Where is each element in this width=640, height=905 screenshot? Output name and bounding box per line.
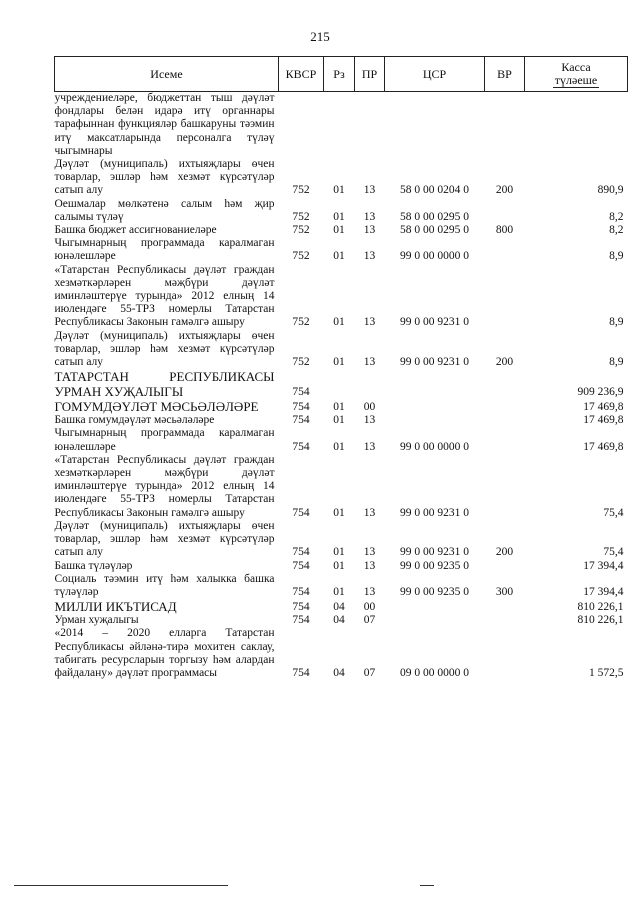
row-rz: 01 [333,184,345,197]
table-body [55,92,628,681]
row-name: Дәүләт (муниципаль) ихтыяҗлары өчен товарлар, эшләр һәм хезмәт күрсәтүләр сатып алу [54,519,275,559]
row-rz: 04 [333,614,345,627]
row-vr: 200 [495,184,514,197]
row-pr: 07 [363,614,376,627]
row-kvsr: 752 [292,316,310,329]
table-row [55,224,628,237]
row-rz: 04 [333,666,345,679]
row-amount: 8,2 [609,210,624,223]
row-pr: 13 [363,546,376,559]
row-name: Урман хуҗалыгы [54,614,139,627]
header-pr: ПР [355,57,385,92]
row-rz: 01 [333,316,345,329]
row-csr: 99 0 00 9231 0 [400,356,469,369]
row-kvsr: 754 [292,585,310,598]
row-pr [355,92,385,159]
table-row [55,627,628,680]
row-pr: 13 [363,585,376,598]
table-row [55,369,628,399]
header-kvsr: КВСР [279,57,324,92]
row-kvsr: 754 [292,559,310,572]
table-row [55,614,628,627]
row-rz: 01 [333,585,345,598]
row-vr [485,414,525,427]
row-rz: 01 [333,506,345,519]
header-name: Исеме [55,57,279,92]
row-amount: 17 394,4 [583,585,624,598]
row-kvsr: 754 [292,440,310,453]
table-row [55,599,628,614]
row-name: Чыгымнарның программада каралмаган юнәлешләре [54,237,275,263]
budget-table [54,56,628,680]
row-name: «Татарстан Республикасы дәүләт граждан хезмәткәрләрен мәҗбүри дәүләт иминләштерүе турында» 2012 елның 14 июлендәге 55-ТРЗ номерлы Татарстан Республикасы Законын гамәлгә ашыру [54,453,275,519]
table-row [55,264,628,330]
row-amount: 17 469,8 [583,414,624,427]
row-amount: 909 236,9 [577,386,624,399]
table-row [55,573,628,599]
row-pr: 13 [363,224,376,237]
table-row [55,399,628,414]
row-csr: 99 0 00 9235 0 [400,559,469,572]
table-row [55,454,628,520]
row-pr: 13 [363,250,376,263]
row-pr: 13 [363,559,376,572]
row-vr [485,614,525,627]
row-csr: 99 0 00 9235 0 [400,585,469,598]
row-vr [485,427,525,453]
row-vr: 200 [495,356,514,369]
row-rz: 01 [333,559,345,572]
row-name: Социаль тәэмин итү һәм халыкка башка түләүләр [54,572,275,598]
row-name: Башка гомумдәүләт мәсьәләләре [54,414,215,427]
row-csr: 99 0 00 0000 0 [400,440,469,453]
row-kvsr: 754 [292,546,310,559]
row-vr [485,92,525,159]
table-row [55,237,628,263]
table-header-row [55,57,628,92]
table-row [55,92,628,159]
row-csr [385,414,485,427]
row-kvsr: 752 [292,356,310,369]
row-rz: 01 [333,224,345,237]
row-amount: 17 469,8 [583,440,624,453]
row-pr: 13 [363,506,376,519]
row-amount: 8,9 [609,316,624,329]
row-rz: 01 [333,440,345,453]
row-amount [525,92,628,159]
row-amount: 890,9 [597,184,624,197]
page-number: 215 [310,29,330,44]
row-pr: 00 [363,600,376,613]
row-kvsr: 752 [292,224,310,237]
row-csr [385,92,485,159]
row-vr [485,198,525,224]
row-amount: 810 226,1 [577,600,624,613]
footer-rule-left [14,885,228,886]
row-vr [485,599,525,614]
row-csr: 99 0 00 9231 0 [400,546,469,559]
row-csr: 58 0 00 0204 0 [400,184,469,197]
row-vr [485,560,525,573]
row-csr: 58 0 00 0295 0 [400,210,469,223]
header-kassa-line1: Касса [561,59,591,74]
row-vr [485,627,525,680]
row-kvsr: 752 [292,250,310,263]
row-vr [485,454,525,520]
row-kvsr: 752 [292,210,310,223]
row-vr [485,399,525,414]
row-rz: 01 [333,356,345,369]
row-kvsr: 754 [292,614,310,627]
row-csr [385,399,485,414]
table-row [55,158,628,198]
row-vr [485,369,525,399]
row-name: ГОМУМДӘҮЛӘТ МӘСЬӘЛӘЛӘРЕ [54,399,259,415]
row-amount: 17 394,4 [583,559,624,572]
row-name: Оешмалар мөлкәтенә салым һәм җир салымы түләү [54,197,275,223]
row-pr: 13 [363,356,376,369]
row-vr: 300 [495,585,514,598]
row-pr: 13 [363,316,376,329]
row-rz: 04 [333,600,345,613]
row-name: Башка бюджет ассигнованиеләре [54,224,217,237]
header-csr: ЦСР [385,57,485,92]
row-csr: 09 0 00 0000 0 [400,666,469,679]
table-row [55,427,628,453]
row-rz: 01 [333,401,345,414]
row-csr: 99 0 00 9231 0 [400,316,469,329]
row-vr [485,237,525,263]
table-row [55,330,628,370]
row-rz: 01 [333,250,345,263]
row-pr: 13 [363,184,376,197]
footer-rule-right [420,885,434,886]
row-csr [385,614,485,627]
row-amount: 810 226,1 [577,614,624,627]
row-csr [385,369,485,399]
row-kvsr: 754 [292,666,310,679]
row-rz [324,369,355,399]
row-pr: 13 [363,440,376,453]
row-kvsr: 754 [292,401,310,414]
row-amount: 75,4 [603,506,624,519]
row-rz: 01 [333,210,345,223]
row-amount: 8,9 [609,250,624,263]
row-name: «Татарстан Республикасы дәүләт граждан хезмәткәрләрен мәҗбүри дәүләт иминләштерүе турында» 2012 елның 14 июлендәге 55-ТРЗ номерлы Татарстан Республикасы Законын гамәлгә ашыру [54,263,275,329]
row-kvsr: 754 [292,386,310,399]
row-pr: 07 [363,666,376,679]
row-name: Башка түләүләр [54,559,133,572]
header-rz: Рз [324,57,355,92]
row-vr: 800 [495,224,514,237]
row-csr: 99 0 00 9231 0 [400,506,469,519]
row-name: «2014 – 2020 елларга Татарстан Республикасы әйләнә-тирә мохитен саклау, табигать ресурсларын торгызу һәм алардан файдалану» дәүләт программасы [54,627,275,679]
row-pr: 13 [363,414,376,427]
table-row [55,520,628,560]
row-kvsr: 752 [292,184,310,197]
row-amount: 1 572,5 [589,666,624,679]
table-row [55,198,628,224]
row-kvsr: 754 [292,600,310,613]
row-pr: 13 [363,210,376,223]
row-rz: 01 [333,546,345,559]
header-kassa-line2: түләеше [554,72,598,87]
row-name: Чыгымнарның программада каралмаган юнәлешләре [54,427,275,453]
header-vr: ВР [485,57,525,92]
row-pr: 00 [363,401,376,414]
row-amount: 17 469,8 [583,401,624,414]
row-name: учреждениеләре, бюджеттан тыш дәүләт фондлары белән идарә итү органнары тарафыннан функцияләр башкаруны тәэмин итү максатларында персоналга түләү чыгымнары [54,92,275,157]
row-pr [355,369,385,399]
row-kvsr: 754 [292,414,310,427]
header-kassa [525,57,628,92]
row-name: Дәүләт (муниципаль) ихтыяҗлары өчен товарлар, эшләр һәм хезмәт күрсәтүләр сатып алу [54,329,275,369]
row-rz: 01 [333,414,345,427]
table-row [55,560,628,573]
row-csr [385,599,485,614]
row-amount: 8,2 [609,224,624,237]
row-name: ТАТАРСТАН РЕСПУБЛИКАСЫ УРМАН ХУҖАЛЫГЫ [54,369,275,400]
row-vr [485,264,525,330]
row-name: Дәүләт (муниципаль) ихтыяҗлары өчен товарлар, эшләр һәм хезмәт күрсәтүләр сатып алу [54,158,275,197]
table-row [55,414,628,427]
row-vr: 200 [495,546,514,559]
row-amount: 8,9 [609,356,624,369]
row-kvsr: 754 [292,506,310,519]
row-csr: 99 0 00 0000 0 [400,250,469,263]
row-amount: 75,4 [603,546,624,559]
row-kvsr [279,92,324,159]
row-csr: 58 0 00 0295 0 [400,224,469,237]
row-rz [324,92,355,159]
row-name: МИЛЛИ ИКЪТИСАД [54,599,177,615]
